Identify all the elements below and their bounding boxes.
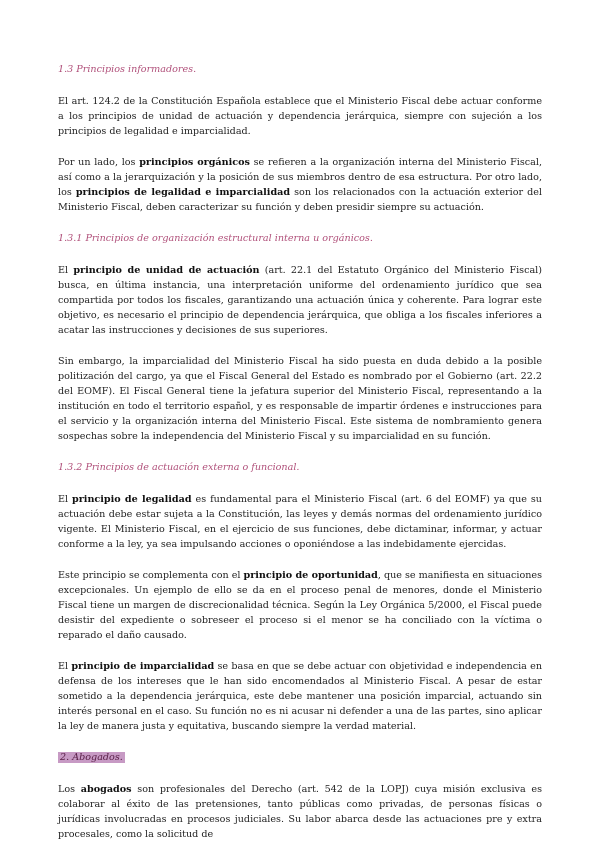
heading-principios-informadores: 1.3 Principios informadores. bbox=[58, 64, 197, 75]
text: se basa en que se debe actuar con objetividad e independencia en defensa de los intereses que le han sido encomendados al Ministerio Fiscal. A pesar de estar sometido a la dependencia jerárquica, este debe mantener una posición imparcial, actuando sin interés personal en el caso. Su función no es ni acusar ni defender a una de las partes, sino aplicar la ley de manera justa y equitativa, buscando siempre la verdad material. bbox=[58, 661, 542, 732]
paragraph-unidad-actuacion bbox=[58, 263, 542, 338]
text: El bbox=[58, 494, 73, 505]
paragraph-abogados bbox=[58, 782, 542, 842]
text: (art. 22.1 del Estatuto Orgánico del Ministerio Fiscal) busca, en última instancia, una interpretación uniforme del ordenamiento jurídico que sea compartida por todos los fiscales, garantizando una actuación única y coherente. Para lograr este objetivo, es necesario el principio de dependencia jerárquica, que obliga a los fiscales inferiores a acatar las instrucciones y decisiones de sus superiores. bbox=[58, 265, 542, 336]
paragraph-imparcialidad bbox=[58, 659, 542, 734]
heading-organizacion-estructural: 1.3.1 Principios de organización estructural interna u orgánicos. bbox=[58, 233, 373, 244]
bold-term: principio de oportunidad bbox=[243, 570, 378, 581]
text: Por un lado, los bbox=[58, 157, 140, 168]
paragraph-imparcialidad-duda: Sin embargo, la imparcialidad del Ministerio Fiscal ha sido puesta en duda debido a la posible politización del cargo, ya que el Fiscal General del Estado es nombrado por el Gobierno (art. 22.2 del EOMF). El Fiscal General tiene la jefatura superior del Ministerio Fiscal, representando a la institución en todo el territorio español, y es responsable de impartir órdenes e instrucciones para el servicio y la organización interna del Ministerio Fiscal. Este sistema de nombramiento genera sospechas sobre la independencia del Ministerio Fiscal y su imparcialidad en su función. bbox=[58, 356, 542, 442]
bold-term: principio de imparcialidad bbox=[71, 661, 215, 672]
bold-term: principio de legalidad bbox=[72, 494, 192, 505]
paragraph-principios-organicos bbox=[58, 155, 542, 215]
bold-term: abogados bbox=[80, 784, 132, 795]
heading-actuacion-externa: 1.3.2 Principios de actuación externa o funcional. bbox=[58, 462, 300, 473]
bold-term: principio de unidad de actuación bbox=[73, 265, 260, 276]
text: son profesionales del Derecho (art. 542 de la LOPJ) cuya misión exclusiva es colaborar al éxito de las pretensiones, tanto públicas como privadas, de personas físicas o jurídicas involucradas en procesos judiciales. Su labor abarca desde las actuaciones pre y extra procesales, como la solicitud de bbox=[58, 784, 542, 840]
text: se refieren a la organización interna del Ministerio Fiscal, así como a la jerarquización y la posición de sus miembros dentro de esa estructura. Por otro lado, los bbox=[58, 157, 542, 198]
text: El bbox=[58, 661, 72, 672]
text: , que se manifiesta en situaciones excepcionales. Un ejemplo de ello se da en el proceso penal de menores, donde el Ministerio Fiscal tiene un margen de discrecionalidad técnica. Según la Ley Orgánica 5/2000, el Fiscal puede desistir del expediente o sobreseer el proceso si el menor se ha conciliado con la víctima o reparado el daño causado. bbox=[58, 570, 542, 641]
paragraph-oportunidad bbox=[58, 568, 542, 643]
paragraph-art-124: El art. 124.2 de la Constitución Española establece que el Ministerio Fiscal debe actuar conforme a los principios de unidad de actuación y dependencia jerárquica, siempre con sujeción a los principios de legalidad e imparcialidad. bbox=[58, 96, 542, 137]
text: Este principio se complementa con el bbox=[58, 570, 244, 581]
paragraph-legalidad bbox=[58, 492, 542, 552]
document-body bbox=[58, 62, 542, 858]
bold-term: principios de legalidad e imparcialidad bbox=[75, 187, 291, 198]
text: Los bbox=[58, 784, 81, 795]
text: El bbox=[58, 265, 74, 276]
text: es fundamental para el Ministerio Fiscal (art. 6 del EOMF) ya que su actuación debe estar sujeta a la Constitución, las leyes y demás normas del ordenamiento jurídico vigente. El Ministerio Fiscal, en el ejercicio de sus funciones, debe dictaminar, informar, y actuar conforme a la ley, ya sea impulsando acciones o oponiéndose a las indebidamente ejercidas. bbox=[58, 494, 542, 550]
highlighted-heading-text: 2. Abogados. bbox=[60, 752, 123, 763]
heading-abogados bbox=[58, 750, 542, 765]
bold-term: principios orgánicos bbox=[139, 157, 250, 168]
text: son los relacionados con la actuación exterior del Ministerio Fiscal, deben caracterizar su función y deben presidir siempre su actuación. bbox=[58, 187, 542, 213]
